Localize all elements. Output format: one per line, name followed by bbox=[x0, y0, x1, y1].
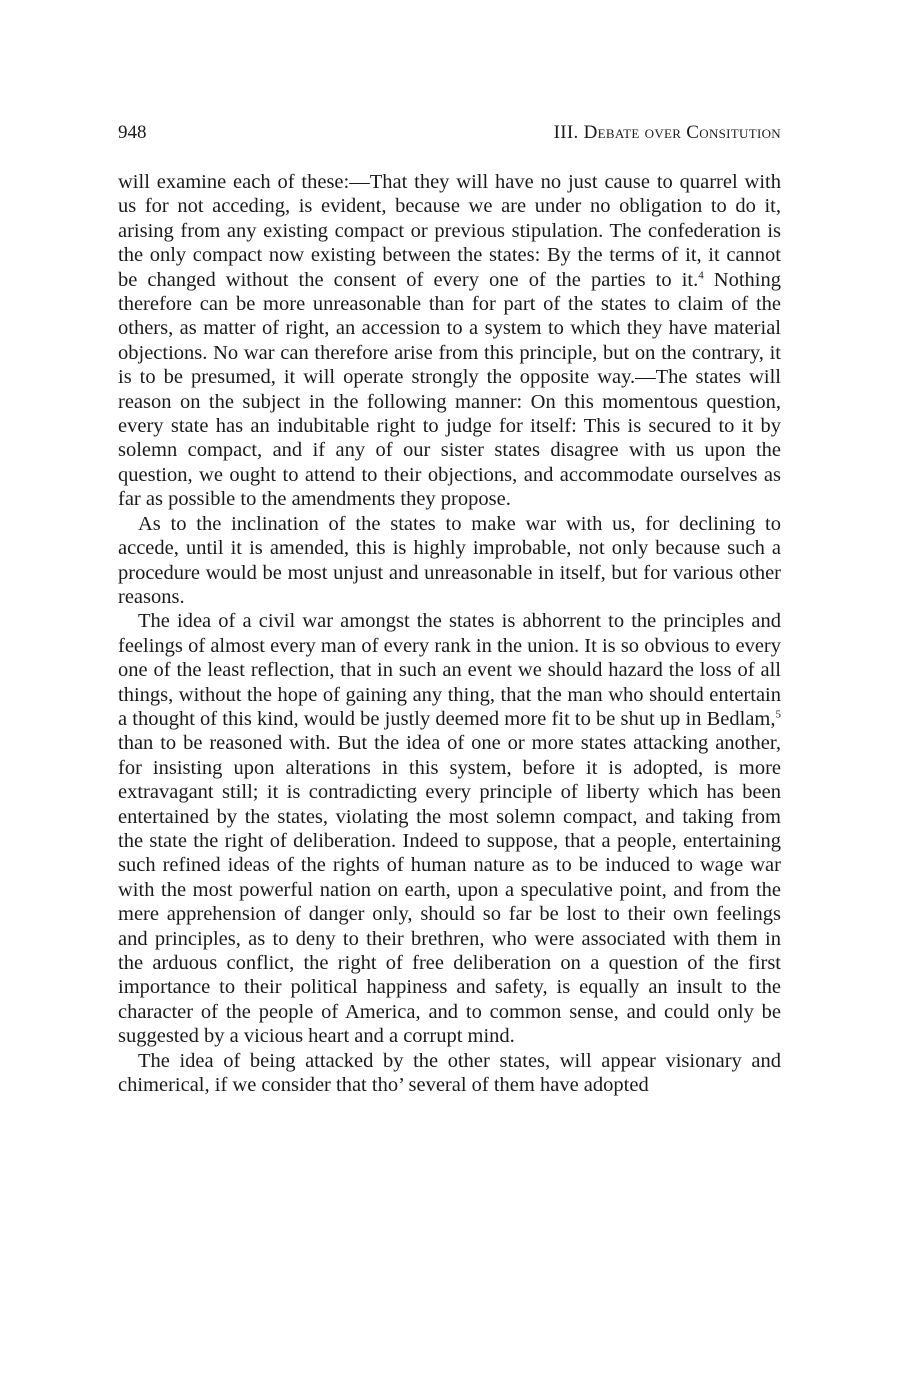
paragraph-3-part-2: than to be reasoned with. But the idea of one or more states attacking another, for insisting upon alterations in this system, before it is adopted, is more extravagant still; it is contradicting every principle of liberty which has been entertained by the states, violating the most solemn compact, and taking from the state the right of deliberation. Indeed to suppose, that a people, entertaining such refined ideas of the rights of human nature as to be induced to wage war with the most powerful nation on earth, upon a speculative point, and from the mere apprehension of danger only, should so far be lost to their own feelings and principles, as to deny to their brethren, who were associated with them in the arduous conflict, the right of free deliberation on a question of the first importance to their political happiness and safety, is equally an insult to the character of the people of America, and to common sense, and could only be suggested by a vicious heart and a corrupt mind. bbox=[118, 732, 781, 1048]
paragraph-1-part-2: Nothing therefore can be more unreasonable than for part of the states to claim of the others, as matter of right, an accession to a system to which they have material objections. No war can therefore arise from this principle, but on the contrary, it is to be presumed, it will operate strongly the opposite way.—The states will reason on the subject in the following manner: On this momentous question, every state has an indubitable right to judge for itself: This is secured to it by solemn compact, and if any of our sister states disagree with us upon the question, we ought to attend to their objections, and accommodate ourselves as far as possible to the amendments they propose. bbox=[118, 268, 781, 511]
paragraph-1-part-1: will examine each of these:—That they will have no just cause to quarrel with us for not acceding, is evident, because we are under no obligation to do it, arising from any existing compact or previous stipulation. The confederation is the only compact now existing between the states: By the terms of it, it cannot be changed without the consent of every one of the parties to it. bbox=[118, 171, 781, 291]
paragraph-1 bbox=[118, 170, 781, 512]
paragraph-3 bbox=[118, 609, 781, 1048]
footnote-ref-4: 4 bbox=[698, 268, 704, 281]
body-text bbox=[118, 170, 781, 1097]
page-number: 948 bbox=[118, 122, 147, 143]
paragraph-3-part-1: The idea of a civil war amongst the states is abhorrent to the principles and feelings of almost every man of every rank in the union. It is so obvious to every one of the least reflection, that in such an event we should hazard the loss of all things, without the hope of gaining any thing, that the man who should entertain a thought of this kind, would be justly deemed more fit to be shut up in Bedlam, bbox=[118, 610, 781, 730]
running-title: III. Debate over Consitution bbox=[553, 122, 781, 143]
paragraph-4: The idea of being attacked by the other states, will appear visionary and chimerical, if we consider that tho’ several of them have adopted bbox=[118, 1049, 781, 1097]
running-header bbox=[118, 118, 781, 148]
paragraph-2: As to the inclination of the states to make war with us, for declining to accede, until it is amended, this is highly improbable, not only because such a procedure would be most unjust and unreasonable in itself, but for various other reasons. bbox=[118, 512, 781, 608]
footnote-ref-5: 5 bbox=[775, 708, 781, 721]
document-page bbox=[118, 118, 781, 1097]
